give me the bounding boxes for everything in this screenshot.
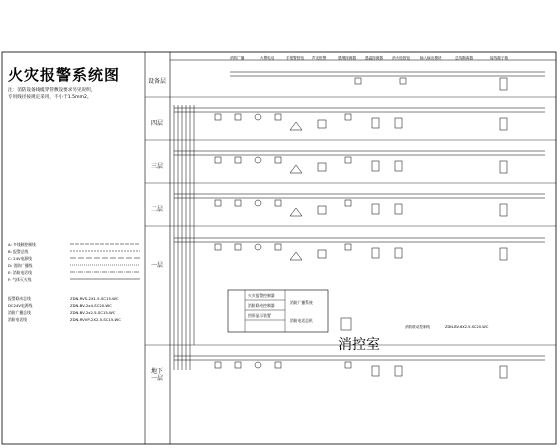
- legend-lines: [70, 244, 140, 279]
- legend2-item: 消防广播总线: [8, 310, 31, 315]
- control-unit: 图形显示装置: [248, 313, 271, 318]
- drawing-frame: [2, 52, 556, 444]
- note-line-2: 专用线径按规定采用，不小于1.5mm2。: [8, 95, 92, 100]
- right-spec: ZDN-BV-6X2.5-SC20-WC: [445, 325, 489, 329]
- floor-label-3: 三层: [150, 163, 163, 170]
- legend2-spec: ZDN-BV-2x4-SC20-WC: [70, 303, 112, 308]
- drawing-title: 火灾报警系统图: [8, 66, 121, 84]
- control-unit: 消防电话总机: [290, 318, 313, 323]
- legend-item-f: F: 气体灭火线: [8, 277, 32, 282]
- legend2-spec: ZDN-RVVP-2X2.5-SC15-WC: [70, 317, 121, 322]
- control-unit: 火灾报警控制器: [248, 293, 275, 298]
- control-room-label: 消控室: [338, 337, 380, 353]
- legend2-item: DC24V电源线: [8, 303, 33, 308]
- floor-label-2: 二层: [150, 206, 163, 213]
- legend2-spec: ZDN-RVS-2X1.5-SC15-WC: [70, 296, 119, 301]
- header-cell: 消防广播: [230, 56, 245, 60]
- legend2-item: 消防电话线: [8, 317, 27, 322]
- legend-item-b: B: 报警总线: [8, 249, 29, 254]
- header-cell: 输入输出模块: [420, 56, 442, 60]
- header-cell: 手报警按钮: [286, 56, 304, 60]
- legend2-item: 报警联动总线: [8, 296, 31, 301]
- legend-item-c: C: 24V电源线: [8, 256, 32, 261]
- header-cell: 声光报警: [312, 56, 327, 60]
- floor-bus-lines: [174, 108, 545, 360]
- header-cell: 接线端子箱: [490, 56, 508, 60]
- floor-label-4: 四层: [150, 120, 163, 127]
- legend-item-a: A: 多线制控制线: [8, 242, 36, 247]
- riser-lines: [174, 105, 194, 370]
- device-symbols: [215, 78, 507, 378]
- control-unit: 消防联动控制器: [248, 303, 275, 308]
- legend2-spec: ZDN-BV-2x2.5-SC15-WC: [70, 310, 116, 315]
- note-line-1: 注：消防设备线缆穿管敷设要求另见说明，: [8, 88, 96, 93]
- header-cell: 消火栓按钮: [392, 56, 410, 60]
- header-cell: 火警电话: [260, 56, 275, 60]
- header-cell: 总线隔离器: [455, 56, 473, 60]
- header-cell: 感温探测器: [365, 56, 383, 60]
- right-note: 消防联动控制线: [405, 325, 431, 329]
- header-cell: 感烟探测器: [338, 56, 356, 60]
- control-panel-box: [228, 290, 328, 332]
- legend-item-d: D: 消防广播线: [8, 263, 33, 268]
- floor-label-basement: 地下 一层: [150, 368, 163, 382]
- legend-item-e: E: 消防电话线: [8, 270, 32, 275]
- control-unit: 消防广播系统: [290, 300, 313, 305]
- floor-label-equipment: 设备层: [147, 78, 166, 85]
- floor-label-1: 一层: [150, 262, 163, 269]
- floor-separators: [145, 97, 556, 345]
